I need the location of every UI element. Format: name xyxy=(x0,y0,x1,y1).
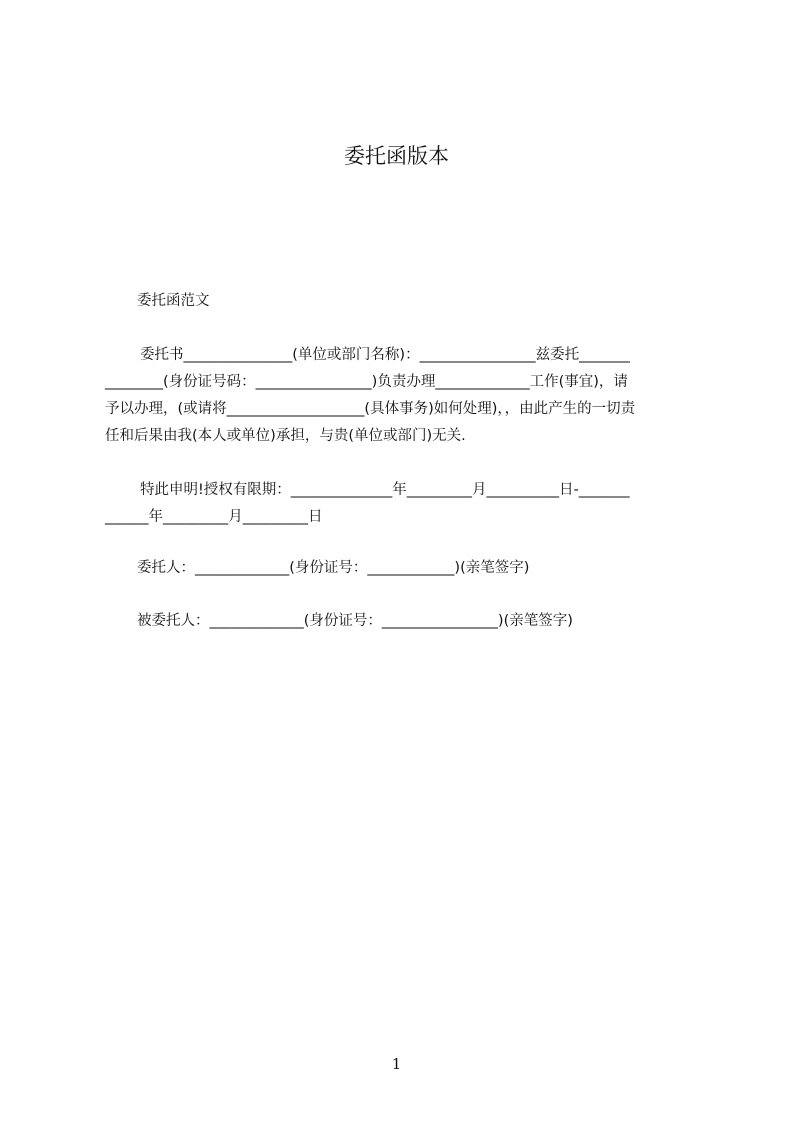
paragraph-1-line-3: 予以办理，(或请将___________________(具体事务)如何处理)，，由此产生的一切责 xyxy=(105,401,636,417)
paragraph-1-line-2: ________(身份证号码：________________)负责办理_____________工作(事宜)，请 xyxy=(105,374,628,390)
paragraph-1-line-4: 任和后果由我(本人或单位)承担，与贵(单位或部门)无关. xyxy=(105,428,466,444)
principal-signature-line: 委托人：_____________(身份证号：____________)(亲笔签字) xyxy=(137,560,530,576)
paragraph-2-line-1: 特此申明!授权有限期：______________年_________月__________日-_______ xyxy=(140,482,630,498)
agent-signature-line: 被委托人：_____________(身份证号：________________)(亲笔签字) xyxy=(137,613,573,629)
document-title: 委托函版本 xyxy=(344,144,449,168)
document-subtitle: 委托函范文 xyxy=(137,293,210,309)
paragraph-2-line-2: ______年_________月_________日 xyxy=(105,509,323,525)
page-number: 1 xyxy=(391,1055,402,1073)
paragraph-1-line-1: 委托书_______________(单位或部门名称)：________________兹委托_______ xyxy=(140,347,630,363)
